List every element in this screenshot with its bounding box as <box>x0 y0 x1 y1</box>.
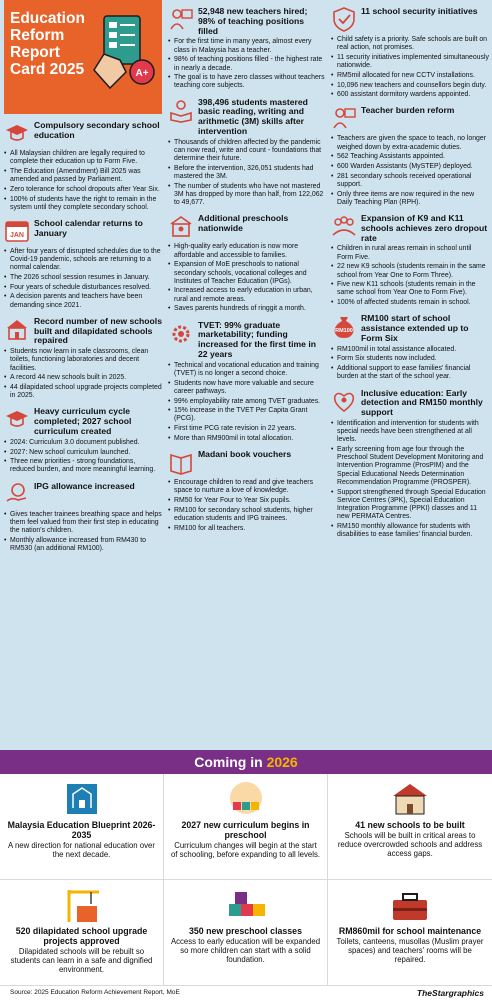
bullet-list <box>4 511 162 554</box>
page-title: Education Reform Report Card 2025 <box>10 10 85 78</box>
bullet-item: • Zero tolerance for school dropouts after Year Six. <box>4 186 162 194</box>
section-header <box>4 216 162 246</box>
bullet-item: • Before the intervention, 326,051 students had mastered the 3M. <box>168 165 326 181</box>
section-title: Heavy curriculum cycle completed; 2027 school curriculum created <box>34 406 132 437</box>
section-col2-3 <box>168 318 326 444</box>
section-title: Additional preschools nationwide <box>198 213 289 234</box>
coming-prefix: Coming in <box>194 754 263 770</box>
bullet-item: • 11 security initiatives implemented simultaneously nationwide. <box>331 54 489 70</box>
bullet-item: • Thousands of children affected by the pandemic can now read, write and count - foundations that determine their future. <box>168 139 326 164</box>
coming-item-text: Schools will be built in critical areas to reduce overcrowded schools and address access gaps. <box>337 831 483 858</box>
toolbox-icon <box>387 884 433 924</box>
section-col2-2 <box>168 211 326 313</box>
bullet-list <box>4 439 162 475</box>
school-building-icon <box>387 778 433 818</box>
bullet-item: • Identification and intervention for students with special needs have been strengthened at all levels. <box>331 420 489 445</box>
bullet-item: • A decision parents and teachers have been demanding since 2021. <box>4 293 162 309</box>
bullet-list <box>168 38 326 90</box>
bullet-item: • Three new priorities - strong foundations, reduced burden, and more meaningful learning. <box>4 458 162 474</box>
section-header <box>4 404 162 436</box>
coming-item-3 <box>0 880 164 986</box>
coming-item-title: 350 new preschool classes <box>189 926 302 936</box>
bullet-item: • 600 assistant dormitory wardens appointed. <box>331 91 489 99</box>
coming-item-title: 520 dilapidated school upgrade projects approved <box>15 926 148 946</box>
bullet-item: • Form Six students now included. <box>331 355 489 363</box>
bullet-item: • Students now have more valuable and secure career pathways. <box>168 380 326 396</box>
section-header <box>331 103 489 133</box>
section-header <box>331 386 489 418</box>
bullet-item: • RM100 for all teachers. <box>168 525 326 533</box>
section-col1-2 <box>4 314 162 401</box>
bullet-list <box>4 150 162 212</box>
book-icon <box>168 449 194 475</box>
coming-grid <box>0 774 492 986</box>
section-header <box>331 4 489 34</box>
section-header <box>168 447 326 477</box>
bullet-list <box>4 248 162 310</box>
bullet-item: • Expansion of MoE preschools to national secondary schools, vocational colleges and Institutes of Teacher Education (IPGs). <box>168 261 326 286</box>
preschool-icon <box>168 213 194 239</box>
bullet-list <box>331 420 489 539</box>
school-building-icon <box>4 316 30 342</box>
source-note: Source: 2025 Education Reform Achievement Report, MoE <box>10 989 180 996</box>
section-col2-4 <box>168 447 326 533</box>
bullet-item: • RM100 for secondary school students, higher education students and IPG trainees. <box>168 507 326 523</box>
bullet-list <box>331 245 489 307</box>
coming-item-0 <box>0 774 164 880</box>
bullet-item: • 44 dilapidated school upgrade projects completed in 2025. <box>4 384 162 400</box>
bullet-item: • Support strengthened through Special Education Service Centres (3PK), Special Education Integration Programme (PPKI) classes and 11 new PERMATA Centres. <box>331 489 489 522</box>
bullet-item: • 98% of teaching positions filled - the highest rate in nearly a decade. <box>168 56 326 72</box>
money-bag-icon <box>331 313 357 339</box>
section-header <box>4 314 162 346</box>
blocks-icon <box>223 884 269 924</box>
coming-item-2 <box>328 774 492 880</box>
bullet-item: • More than RM900mil in total allocation. <box>168 435 326 443</box>
bullet-item: • A record 44 new schools built in 2025. <box>4 374 162 382</box>
bullet-item: • 600 Warden Assistants (MySTEP) deployed. <box>331 163 489 171</box>
section-header <box>331 311 489 343</box>
section-header <box>4 118 162 148</box>
icon-label: JAN <box>9 231 25 239</box>
report-card-hand-icon <box>90 10 156 102</box>
section-title: School calendar returns to January <box>34 217 143 238</box>
bullet-item: • RM50 for Year Four to Year Six pupils. <box>168 497 326 505</box>
coming-item-text: Dilapidated schools will be rebuilt so students can learn in a safe and dignified environment. <box>10 947 153 974</box>
bullet-list <box>168 139 326 208</box>
bullet-item: • 99% employability rate among TVET graduates. <box>168 398 326 406</box>
coming-item-title: 41 new schools to be built <box>355 820 465 830</box>
coming-item-title: RM860mil for school maintenance <box>338 926 482 936</box>
bullet-item: • 2024: Curriculum 3.0 document published. <box>4 439 162 447</box>
section-col1-1 <box>4 216 162 310</box>
section-col3-4 <box>331 386 489 540</box>
bullet-item: • Increased access to early education in urban, rural and remote areas. <box>168 287 326 303</box>
bullet-item: • The goal is to have zero classes without teachers teaching core subjects. <box>168 74 326 90</box>
hero-panel <box>4 0 162 114</box>
bullet-item: • The Education (Amendment) Bill 2025 was amended and passed by Parliament. <box>4 168 162 184</box>
section-title: Teacher burden reform <box>361 105 455 116</box>
section-title: 11 school security initiatives <box>361 6 478 16</box>
bullet-list <box>331 346 489 382</box>
section-title: 52,948 new teachers hired; 98% of teaching positions filled <box>198 6 308 36</box>
section-header <box>168 211 326 241</box>
bullet-item: • RM5mil allocated for new CCTV installations. <box>331 72 489 80</box>
coming-item-5 <box>328 880 492 986</box>
bullet-item: • 562 Teaching Assistants appointed. <box>331 153 489 161</box>
bullet-item: • Only three items are now required in the new Daily Teaching Plan (RPH). <box>331 191 489 207</box>
footer <box>0 986 492 1000</box>
bullet-item: • The number of students who have not mastered 3M has dropped by more than half, from 122,062 to 49,677. <box>168 183 326 208</box>
section-col2-1 <box>168 95 326 208</box>
section-title: RM100 start of school assistance extended up to Form Six <box>361 313 469 343</box>
bullet-item: • The 2026 school session resumes in January. <box>4 274 162 282</box>
graduation-cap-icon <box>4 406 30 432</box>
section-col1-0 <box>4 118 162 212</box>
section-title: 398,496 students mastered basic reading, writing and arithmetic (3M) skills after intervention <box>198 96 308 136</box>
section-col3-1 <box>331 103 489 207</box>
bullet-item: • 100% of affected students remain in school. <box>331 299 489 307</box>
crane-icon <box>59 884 105 924</box>
bullet-item: • Gives teacher trainees breathing space and helps them feel valued from their first step in educating the nation's children. <box>4 511 162 536</box>
section-header <box>168 4 326 36</box>
section-title: Record number of new schools built and dilapidated schools repaired <box>34 315 162 346</box>
bullet-item: • Monthly allowance increased from RM430 to RM530 (an additional RM100). <box>4 537 162 553</box>
column-right <box>331 0 489 541</box>
bullet-list <box>168 362 326 443</box>
coming-item-4 <box>164 880 328 986</box>
bullet-item: • Saves parents hundreds of ringgit a month. <box>168 305 326 313</box>
svg-text:A+: A+ <box>135 68 149 79</box>
teacher-icon <box>331 105 357 131</box>
brand-logo: TheStargraphics <box>416 988 484 998</box>
student-reading-icon <box>168 97 194 123</box>
section-col3-2 <box>331 211 489 307</box>
bullet-item: • Four years of schedule disturbances resolved. <box>4 284 162 292</box>
teacher-icon <box>168 6 194 32</box>
section-title: Inclusive education: Early detection and RM150 monthly support <box>361 387 483 418</box>
students-group-icon <box>331 213 357 239</box>
bullet-item: • For the first time in many years, almost every class in Malaysia has a teacher. <box>168 38 326 54</box>
bullet-item: • After four years of disrupted schedules due to the Covid-19 pandemic, schools are returning to a normal calendar. <box>4 248 162 273</box>
shield-icon <box>331 6 357 32</box>
bullet-item: • Technical and vocational education and training (TVET) is no longer a second choice. <box>168 362 326 378</box>
section-title: TVET: 99% graduate marketability; funding increased for the first time in 22 years <box>198 319 316 359</box>
section-header <box>331 211 489 243</box>
section-col3-3 <box>331 311 489 381</box>
bullet-list <box>4 348 162 400</box>
bullet-item: • 22 new K9 schools (students remain in the same school from Year One to Form Three). <box>331 263 489 279</box>
column-left <box>4 0 162 555</box>
money-hand-icon <box>4 481 30 507</box>
section-header <box>4 479 162 509</box>
section-header <box>168 95 326 137</box>
bullet-item: • 2027: New school curriculum launched. <box>4 449 162 457</box>
bullet-item: • Child safety is a priority. Safe schools are built on real action, not promises. <box>331 36 489 52</box>
column-middle-sections <box>168 4 326 533</box>
bullet-item: • Early screening from age four through the Preschool Student Development Monitoring and Intervention Programme (ProsPIM) and the Special Educational Needs Determination Recommendation Programme (PROSPER). <box>331 446 489 487</box>
coming-item-text: A new direction for national education over the next decade. <box>8 841 155 859</box>
bullet-list <box>168 243 326 313</box>
coming-item-title: Malaysia Education Blueprint 2026-2035 <box>7 820 156 840</box>
column-right-sections <box>331 4 489 539</box>
coming-banner <box>0 750 492 774</box>
bullet-item: • 15% increase in the TVET Per Capita Grant (PCG). <box>168 407 326 423</box>
bullet-item: • High-quality early education is now more affordable and accessible to families. <box>168 243 326 259</box>
column-left-sections <box>4 118 162 553</box>
inclusive-heart-icon <box>331 388 357 414</box>
section-title: Compulsory secondary school education <box>34 120 160 140</box>
coming-item-text: Curriculum changes will begin at the start of schooling, before expanding to all levels. <box>170 841 321 859</box>
bullet-item: • 100% of students have the right to remain in the system until they complete secondary school. <box>4 196 162 212</box>
bullet-item: • Teachers are given the space to teach, no longer weighed down by extra-academic duties. <box>331 135 489 151</box>
coming-panel <box>0 750 492 1000</box>
bullet-item: • Encourage children to read and give teachers space to nurture a love of knowledge. <box>168 479 326 495</box>
bullet-item: • Additional support to ease families' financial burden at the start of the school year. <box>331 365 489 381</box>
bullet-item: • 10,096 new teachers and counsellors begin duty. <box>331 82 489 90</box>
bullet-item: • Five new K11 schools (students remain in the same school from Year One to Form Five). <box>331 281 489 297</box>
coming-item-1 <box>164 774 328 880</box>
section-col1-3 <box>4 404 162 474</box>
section-header <box>168 318 326 360</box>
section-title: Expansion of K9 and K11 schools achieves zero dropout rate <box>361 213 488 243</box>
section-title: IPG allowance increased <box>34 480 135 491</box>
coming-item-text: Toilets, canteens, musollas (Muslim prayer spaces) and teachers' rooms will be repaired. <box>336 937 484 964</box>
section-col3-0 <box>331 4 489 99</box>
bullet-list <box>331 135 489 207</box>
section-title: Madani book vouchers <box>198 449 292 460</box>
icon-label: RM100 <box>335 328 353 335</box>
coming-year: 2026 <box>266 754 298 770</box>
gear-cap-icon <box>168 320 194 346</box>
coming-item-title: 2027 new curriculum begins in preschool <box>181 820 310 840</box>
blueprint-icon <box>59 778 105 818</box>
bullet-item: • RM100mil in total assistance allocated. <box>331 346 489 354</box>
bullet-list <box>331 36 489 99</box>
section-col2-0 <box>168 4 326 91</box>
section-col1-4 <box>4 479 162 554</box>
bullet-list <box>168 479 326 533</box>
bullet-item: • RM150 monthly allowance for students with disabilities to ease families' financial burden. <box>331 523 489 539</box>
bullet-item: • 281 secondary schools received operational support. <box>331 173 489 189</box>
column-middle <box>168 0 326 534</box>
coming-item-text: Access to early education will be expanded so more children can start with a solid foundation. <box>170 937 321 964</box>
preschool-abc-icon <box>223 778 269 818</box>
bullet-item: • Students now learn in safe classrooms, clean toilets, functioning laboratories and decent facilities. <box>4 348 162 373</box>
bullet-item: • All Malaysian children are legally required to complete their education up to Form Five. <box>4 150 162 166</box>
bullet-item: • First time PCG rate revision in 22 years. <box>168 425 326 433</box>
graduation-cap-icon <box>4 120 30 146</box>
calendar-icon <box>4 218 30 244</box>
bullet-item: • Children in rural areas remain in school until Form Five. <box>331 245 489 261</box>
